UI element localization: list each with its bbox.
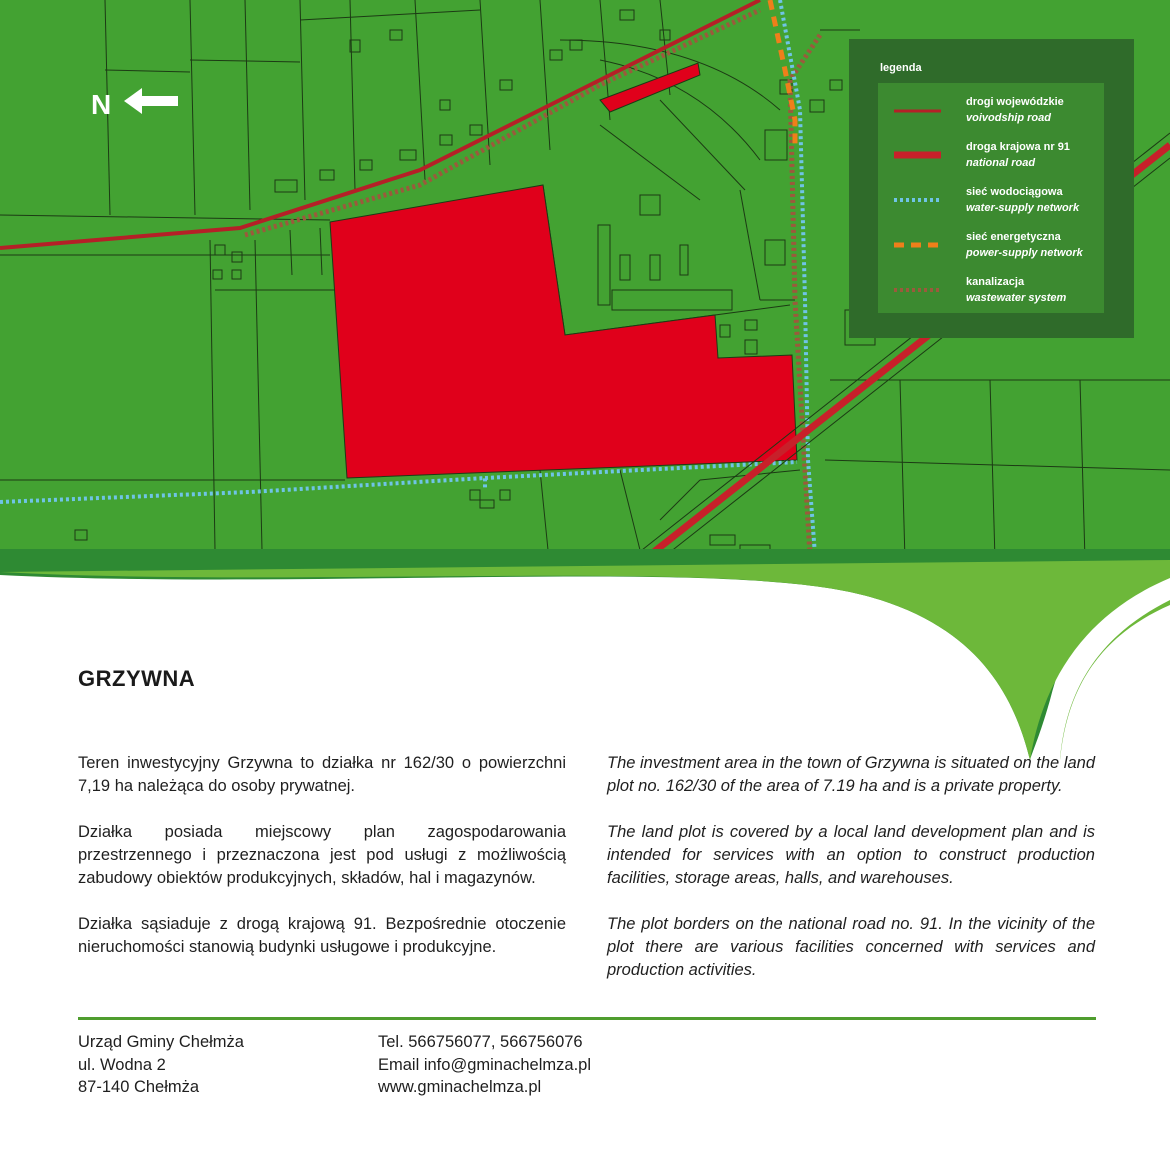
legend-item-label: droga krajowa nr 91	[966, 141, 1070, 153]
legend-item-label-en: power-supply network	[966, 247, 1083, 259]
phone-numbers: Tel. 566756077, 566756076	[378, 1033, 583, 1051]
paragraph: Działka sąsiaduje z drogą krajową 91. Bezpośrednie otoczenie nieruchomości stanowią budynki usługowe i produkcyjne.	[78, 915, 566, 956]
north-label: N	[91, 89, 112, 120]
paragraph: The plot borders on the national road no. 91. In the vicinity of the plot there are various facilities concerned with services and production activities.	[607, 915, 1095, 979]
legend-item-label: drogi wojewódzkie	[966, 96, 1064, 108]
description-polish	[78, 752, 566, 982]
legend-item-label: kanalizacja	[966, 276, 1025, 288]
contact-details	[378, 1031, 591, 1099]
paragraph: The land plot is covered by a local land development plan and is intended for services with an option to construct production facilities, storage areas, halls, and warehouses.	[607, 823, 1095, 887]
legend-item-label: sieć wodociągowa	[966, 186, 1063, 198]
legend-item-label-en: national road	[966, 157, 1036, 169]
legend-item-label-en: wastewater system	[966, 292, 1067, 304]
footer-divider	[78, 1017, 1096, 1020]
contact-address	[78, 1031, 244, 1099]
postal-city: 87-140 Chełmża	[78, 1078, 200, 1096]
paragraph: Działka posiada miejscowy plan zagospodarowania przestrzennego i przeznaczona jest pod usługi z możliwością zabudowy obiektów produkcyjnych, składów, hal i magazynów.	[78, 823, 566, 887]
paragraph: The investment area in the town of Grzywna is situated on the land plot no. 162/30 of the area of 7.19 ha and is a private property.	[607, 754, 1095, 795]
office-name: Urząd Gminy Chełmża	[78, 1033, 244, 1051]
page-title: GRZYWNA	[78, 666, 196, 691]
street-address: ul. Wodna 2	[78, 1055, 166, 1074]
map-legend	[849, 39, 1134, 338]
legend-item-label: sieć energetyczna	[966, 231, 1061, 243]
legend-title: legenda	[880, 62, 922, 74]
legend-item-label-en: voivodship road	[966, 112, 1051, 124]
legend-item-label-en: water-supply network	[966, 202, 1080, 214]
website-link[interactable]: www.gminachelmza.pl	[378, 1078, 542, 1096]
description-english	[607, 752, 1095, 1005]
decorative-wave	[0, 549, 1170, 760]
paragraph: Teren inwestycyjny Grzywna to działka nr 162/30 o powierzchni 7,19 ha należąca do osoby prywatnej.	[78, 754, 566, 795]
email-link[interactable]: Email info@gminachelmza.pl	[378, 1055, 592, 1074]
